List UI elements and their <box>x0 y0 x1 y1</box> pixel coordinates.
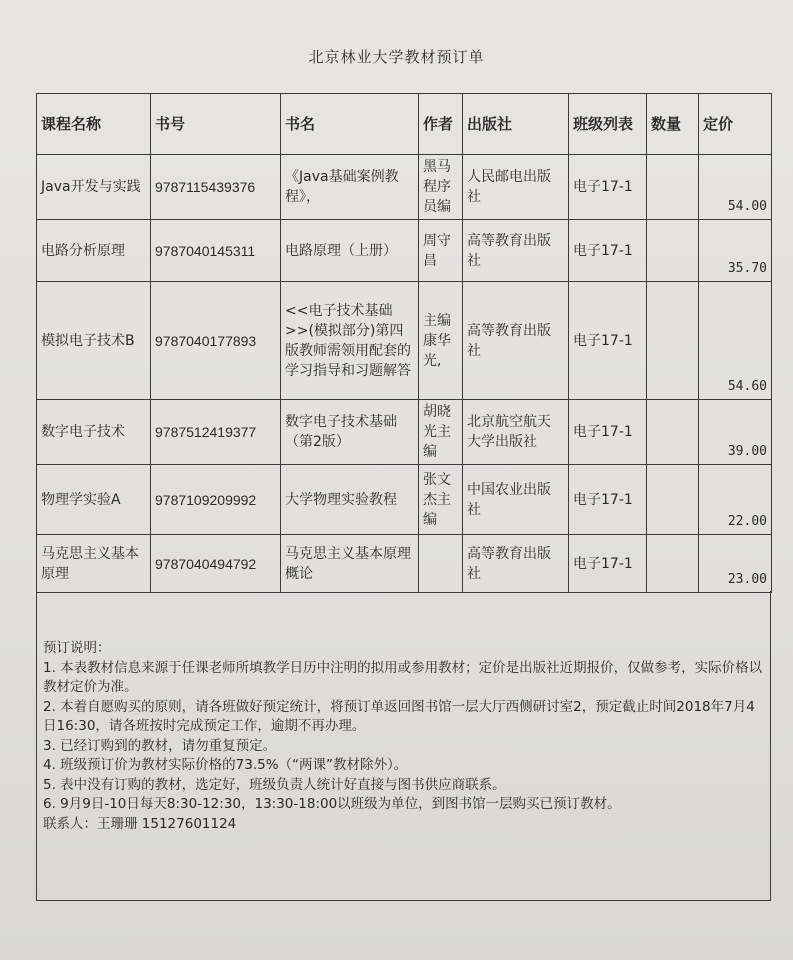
isbn-cell: 9787040145311 <box>151 220 281 282</box>
isbn-cell: 9787512419377 <box>151 400 281 465</box>
price-cell: 54.60 <box>699 282 772 400</box>
author-cell: 周守昌 <box>419 220 463 282</box>
isbn-cell: 9787040494792 <box>151 535 281 593</box>
header-isbn: 书号 <box>151 94 281 155</box>
header-price: 定价 <box>699 94 772 155</box>
course-cell: 马克思主义基本原理 <box>37 535 151 593</box>
course-cell: 数字电子技术 <box>37 400 151 465</box>
notes-heading: 预订说明： <box>43 640 111 656</box>
price-cell: 23.00 <box>699 535 772 593</box>
isbn-cell: 9787040177893 <box>151 282 281 400</box>
course-cell: 模拟电子技术B <box>37 282 151 400</box>
course-cell: Java开发与实践 <box>37 155 151 220</box>
note-item: 2. 本着自愿购买的原则，请各班做好预定统计，将预订单返回图书馆一层大厅西侧研讨室2，预定截止时间2018年7月4日16:30，请各班按时完成预定工作，逾期不再办理。 <box>43 698 755 734</box>
book-cell: 电路原理（上册） <box>281 220 419 282</box>
quantity-cell[interactable] <box>647 155 699 220</box>
form-title: 北京林业大学教材预订单 <box>308 48 485 66</box>
contact-line: 联系人：王珊珊 15127601124 <box>43 815 237 832</box>
publisher-cell: 高等教育出版社 <box>463 535 569 593</box>
quantity-cell[interactable] <box>647 220 699 282</box>
note-item: 4. 班级预订价为教材实际价格的73.5%（“两课”教材除外）。 <box>43 757 408 773</box>
header-publisher: 出版社 <box>463 94 569 155</box>
book-cell: 《Java基础案例教程》， <box>281 155 419 220</box>
table-row <box>37 282 772 400</box>
note-item: 1. 本表教材信息来源于任课老师所填教学日历中注明的拟用或参用教材；定价是出版社近期报价，仅做参考，实际价格以教材定价为准。 <box>43 659 763 695</box>
price-cell: 39.00 <box>699 400 772 465</box>
book-cell: 数字电子技术基础（第2版） <box>281 400 419 465</box>
header-book: 书名 <box>281 94 419 155</box>
author-cell: 张文杰主编 <box>419 465 463 535</box>
note-item: 5. 表中没有订购的教材，选定好，班级负责人统计好直接与图书供应商联系。 <box>43 776 506 793</box>
table-header-row <box>37 94 772 155</box>
price-cell: 22.00 <box>699 465 772 535</box>
quantity-cell[interactable] <box>647 282 699 400</box>
course-cell: 物理学实验A <box>37 465 151 535</box>
header-author: 作者 <box>419 94 463 155</box>
note-item: 6. 9月9日-10日每天8:30-12:30，13:30-18:00以班级为单位，到图书馆一层购买已预订教材。 <box>43 796 621 812</box>
class-cell: 电子17-1 <box>569 282 647 400</box>
book-cell: 大学物理实验教程 <box>281 465 419 535</box>
price-cell: 54.00 <box>699 155 772 220</box>
order-notes <box>36 591 771 901</box>
author-cell: 主编康华光, <box>419 282 463 400</box>
quantity-cell[interactable] <box>647 400 699 465</box>
table-row <box>37 535 772 593</box>
header-quantity: 数量 <box>647 94 699 155</box>
publisher-cell: 北京航空航天大学出版社 <box>463 400 569 465</box>
header-class: 班级列表 <box>569 94 647 155</box>
publisher-cell: 高等教育出版社 <box>463 220 569 282</box>
table-row <box>37 220 772 282</box>
isbn-cell: 9787115439376 <box>151 155 281 220</box>
author-cell: 黑马程序员编 <box>419 155 463 220</box>
note-item: 3. 已经订购到的教材，请勿重复预定。 <box>43 737 277 754</box>
publisher-cell: 高等教育出版社 <box>463 282 569 400</box>
class-cell: 电子17-1 <box>569 220 647 282</box>
header-course: 课程名称 <box>37 94 151 155</box>
class-cell: 电子17-1 <box>569 400 647 465</box>
book-cell: 马克思主义基本原理概论 <box>281 535 419 593</box>
price-cell: 35.70 <box>699 220 772 282</box>
quantity-cell[interactable] <box>647 465 699 535</box>
class-cell: 电子17-1 <box>569 155 647 220</box>
isbn-cell: 9787109209992 <box>151 465 281 535</box>
publisher-cell: 人民邮电出版社 <box>463 155 569 220</box>
quantity-cell[interactable] <box>647 535 699 593</box>
author-cell: 胡晓光主编 <box>419 400 463 465</box>
table-row <box>37 155 772 220</box>
class-cell: 电子17-1 <box>569 535 647 593</box>
publisher-cell: 中国农业出版社 <box>463 465 569 535</box>
class-cell: 电子17-1 <box>569 465 647 535</box>
book-cell: <<电子技术基础>>(模拟部分)第四版教师需领用配套的学习指导和习题解答 <box>281 282 419 400</box>
table-row <box>37 400 772 465</box>
author-cell <box>419 535 463 593</box>
table-row <box>37 465 772 535</box>
course-cell: 电路分析原理 <box>37 220 151 282</box>
textbook-table <box>36 93 772 593</box>
